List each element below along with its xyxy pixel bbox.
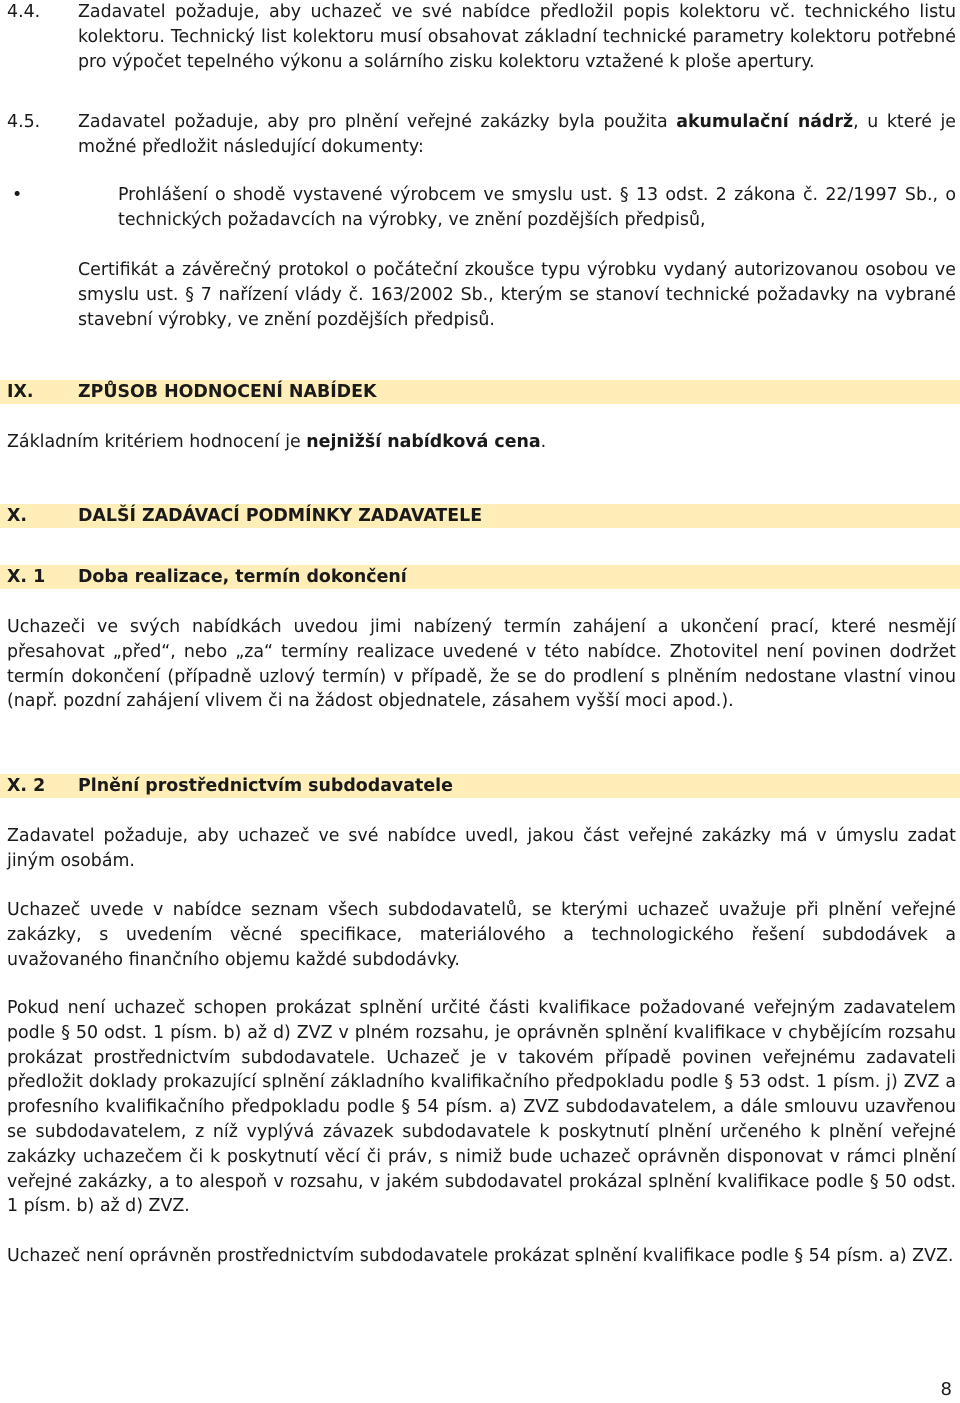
subcontractor-paragraph-2: Uchazeč uvede v nabídce seznam všech subdodavatelů, se kterými uchazeč uvažuje při plnění veřejné zakázky, s uvedením věcné specifikace, materiálového a technologického řešení subdodávek a uvažovaného finančního objemu každé subdodávky. (7, 900, 956, 970)
section-heading-x (0, 504, 960, 528)
item-4-5-text: Zadavatel požaduje, aby pro plnění veřejné zakázky byla použita akumulační nádrž, u které je možné předložit následující dokumenty: (78, 112, 956, 157)
realization-paragraph: Uchazeči ve svých nabídkách uvedou jimi nabízený termín zahájení a ukončení prací, které nesmějí přesahovat „před“, nebo „za“ termíny realizace uvedené v této nabídce. Zhotovitel není povinen dodržet termín dokončení (případně uzlový termín) v případě, že se do prodlení s plněním nedostane vlastní vinou (např. pozdní zahájení vlivem či na žádost objednatele, zásahem vyšší moci apod.). (7, 617, 956, 712)
item-number-4-5: 4.5. (7, 112, 41, 132)
section-title: ZPŮSOB HODNOCENÍ NABÍDEK (78, 382, 377, 402)
bullet-icon: • (12, 185, 23, 205)
subcontractor-paragraph-3: Pokud není uchazeč schopen prokázat splnění určité části kvalifikace požadované veřejným zadavatelem podle § 50 odst. 1 písm. b) až d) ZVZ v plném rozsahu, je oprávněn splnění kvalifikace v chybějícím rozsahu prokázat prostřednictvím subdodavatele. Uchazeč je v takovém případě povinen veřejnému zadavateli předložit doklady prokazující splnění základního kvalifikačního předpokladu podle § 53 odst. 1 písm. j) ZVZ a profesního kvalifikačního předpokladu podle § 54 písm. a) ZVZ subdodavatelem, a dále smlouvu uzavřenou se subdodavatelem, z níž vyplývá závazek subdodavatele k poskytnutí plnění určeného k plnění veřejné zakázky uchazečem či k poskytnutí věcí či práv, s nimiž bude uchazeč oprávněn disponovat v rámci plnění veřejné zakázky, a to alespoň v rozsahu, v jakém subdodavatel prokázal splnění kvalifikace podle § 50 odst. 1 písm. b) až d) ZVZ. (7, 998, 956, 1217)
declaration-text: Prohlášení o shodě vystavené výrobcem ve smyslu ust. § 13 odst. 2 zákona č. 22/1997 Sb., o technických požadavcích na výrobky, ve znění pozdějších předpisů, (118, 185, 956, 230)
subcontractor-paragraph-1: Zadavatel požaduje, aby uchazeč ve své nabídce uvedl, jakou část veřejné zakázky má v úmyslu zadat jiným osobám. (7, 826, 956, 871)
subcontractor-paragraph-4: Uchazeč není oprávněn prostřednictvím subdodavatele prokázat splnění kvalifikace podle § 54 písm. a) ZVZ. (7, 1246, 954, 1266)
subsection-heading-x1 (0, 565, 960, 589)
subsection-number: X. 1 (7, 567, 46, 587)
subsection-title: Doba realizace, termín dokončení (78, 567, 407, 587)
bullet-list-item (12, 183, 956, 233)
evaluation-criterion: Základním kritériem hodnocení je nejnižší nabídková cena. (7, 432, 547, 452)
section-number: X. (7, 506, 28, 526)
certificate-text: Certifikát a závěrečný protokol o počáteční zkoušce typu výrobku vydaný autorizovanou osobou ve smyslu ust. § 7 nařízení vlády č. 163/2002 Sb., kterým se stanoví technické požadavky na vybrané stavební výrobky, ve znění pozdějších předpisů. (78, 260, 956, 330)
lowest-price-term: nejnižší nabídková cena (306, 432, 541, 452)
section-number: IX. (7, 382, 34, 402)
item-4-4-text: Zadavatel požaduje, aby uchazeč ve své nabídce předložil popis kolektoru vč. technického listu kolektoru. Technický list kolektoru musí obsahovat základní technické parametry kolektoru potřebné pro výpočet tepelného výkonu a solárního zisku kolektoru vztažené k ploše apertury. (78, 2, 956, 72)
item-number-4-4: 4.4. (7, 2, 41, 22)
subsection-heading-x2 (0, 774, 960, 798)
subsection-number: X. 2 (7, 776, 46, 796)
section-title: DALŠÍ ZADÁVACÍ PODMÍNKY ZADAVATELE (78, 506, 483, 526)
subsection-title: Plnění prostřednictvím subdodavatele (78, 776, 453, 796)
section-heading-ix (0, 380, 960, 404)
accumulation-tank-term: akumulační nádrž (676, 112, 854, 132)
page-number: 8 (940, 1379, 952, 1400)
